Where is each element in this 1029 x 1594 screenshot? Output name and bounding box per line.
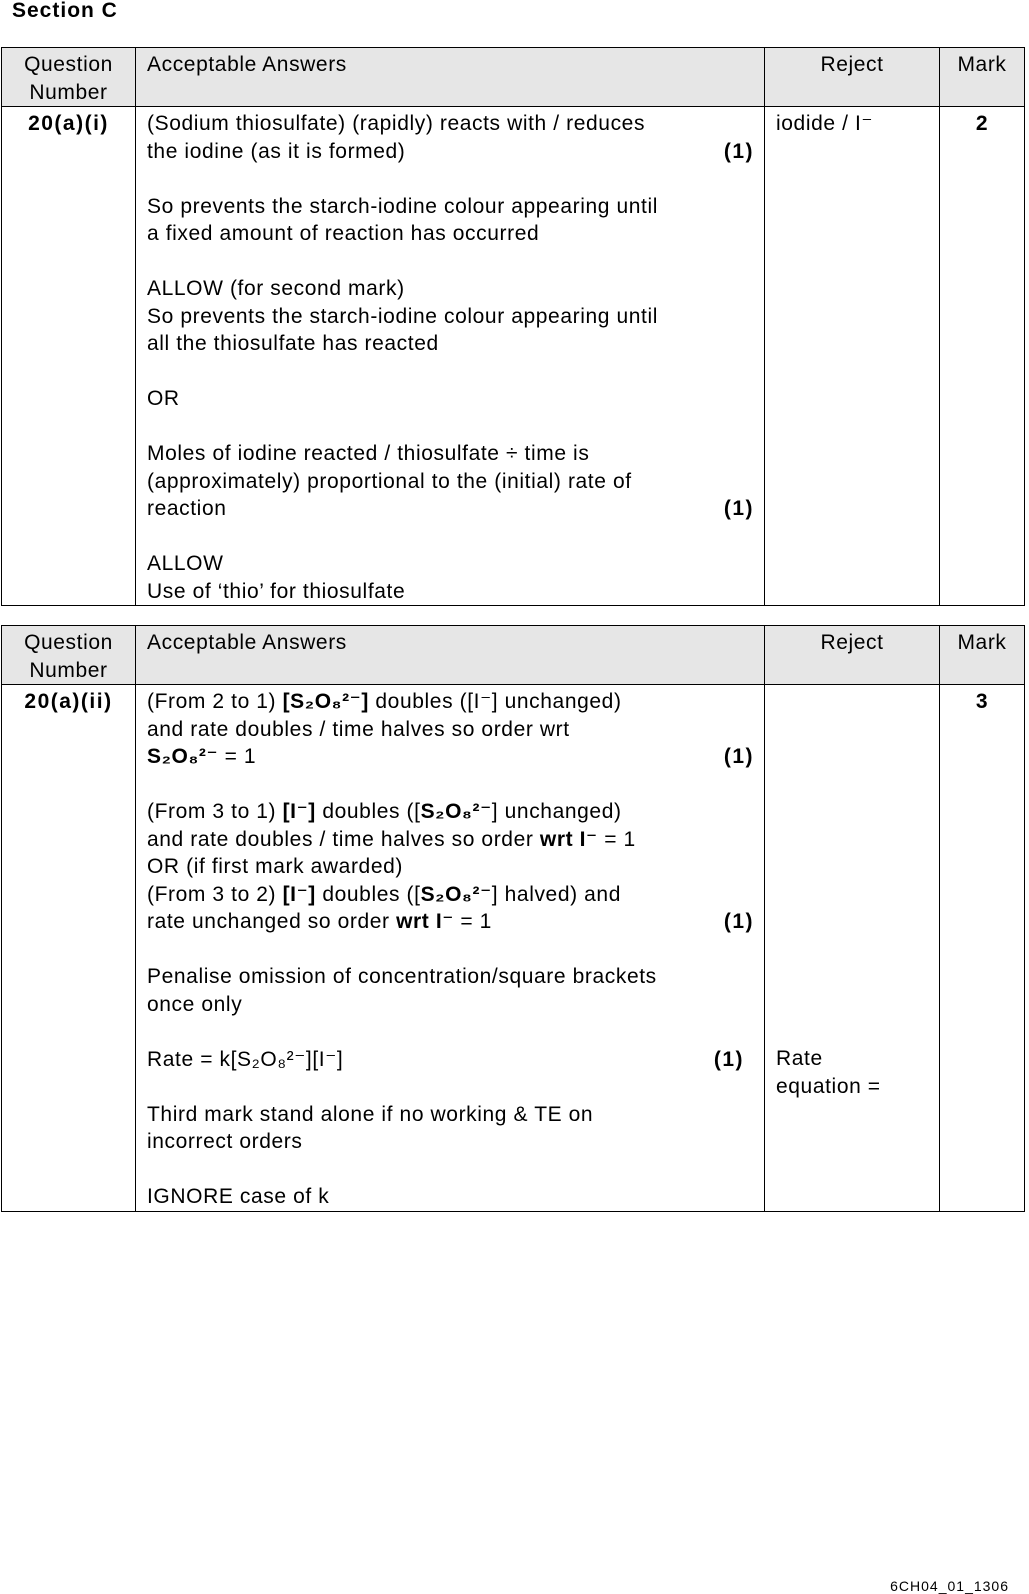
answer-line: (From 2 to 1) [S₂O₈²⁻] doubles ([I⁻] unchanged) — [147, 690, 622, 713]
answer-line: Use of ‘thio’ for thiosulfate — [147, 579, 406, 603]
answer-line: Third mark stand alone if no working & TE on — [147, 1102, 594, 1126]
question-number: 20(a)(ii) — [2, 685, 136, 1212]
mark-cell: 3 — [940, 685, 1025, 1212]
mark-allocation: (1) — [723, 745, 754, 768]
answer-line: incorrect orders — [147, 1130, 303, 1153]
answer-line: (1) reaction — [147, 495, 754, 523]
answer-line: (1) the iodine (as it is formed) — [147, 138, 754, 166]
answer-line: (From 3 to 2) [I⁻] doubles ([S₂O₈²⁻] halved) and — [147, 882, 621, 906]
answer-line: Moles of iodine reacted / thiosulfate ÷ time is — [147, 442, 590, 465]
answer-line: once only — [147, 992, 243, 1016]
answer-line: and rate doubles / time halves so order wrt I⁻ = 1 — [147, 827, 636, 851]
answer-line: (From 3 to 1) [I⁻] doubles ([S₂O₈²⁻] unchanged) — [147, 800, 622, 823]
table-header-row — [2, 626, 1025, 685]
reject-cell: iodide / I⁻ — [765, 107, 940, 606]
header-reject: Reject — [765, 48, 940, 107]
answer-line: ALLOW (for second mark) — [147, 277, 405, 300]
section-title: Section C — [12, 0, 118, 22]
answer-line: and rate doubles / time halves so order wrt — [147, 717, 570, 741]
answer-line: So prevents the starch-iodine colour appearing until — [147, 304, 658, 328]
header-question-number: Question Number — [2, 626, 136, 685]
header-acceptable-answers: Acceptable Answers — [136, 626, 765, 685]
answer-line: OR — [147, 387, 180, 410]
header-question-number: Question Number — [2, 48, 136, 107]
answer-line: (approximately) proportional to the (initial) rate of — [147, 469, 632, 493]
mark-allocation: (1) — [723, 497, 754, 520]
table-header-row — [2, 48, 1025, 107]
answer-line: IGNORE case of k — [147, 1185, 330, 1208]
answer-line: (1) rate unchanged so order wrt I⁻ = 1 — [147, 908, 754, 936]
mark-allocation: (1) — [713, 1047, 744, 1071]
answer-line: Penalise omission of concentration/square brackets — [147, 965, 657, 988]
mark-scheme-table-1 — [1, 47, 1025, 606]
answer-line: all the thiosulfate has reacted — [147, 332, 439, 355]
reject-text: Rate equation = — [776, 1047, 881, 1098]
question-number: 20(a)(i) — [2, 107, 136, 606]
header-mark: Mark — [940, 48, 1025, 107]
answer-line: So prevents the starch-iodine colour appearing until — [147, 194, 658, 218]
header-acceptable-answers: Acceptable Answers — [136, 48, 765, 107]
page-footer-code: 6CH04_01_1306 — [890, 1578, 1009, 1594]
answer-line: ALLOW — [147, 552, 224, 575]
header-reject: Reject — [765, 626, 940, 685]
mark-scheme-table-2 — [1, 625, 1025, 1212]
mark-allocation: (1) — [723, 910, 754, 933]
answer-line: a fixed amount of reaction has occurred — [147, 222, 540, 245]
reject-cell — [765, 685, 940, 1212]
answer-line: (Sodium thiosulfate) (rapidly) reacts with / reduces — [147, 112, 646, 135]
acceptable-answers-cell — [136, 685, 765, 1212]
mark-cell: 2 — [940, 107, 1025, 606]
answer-row — [2, 107, 1025, 606]
header-mark: Mark — [940, 626, 1025, 685]
mark-allocation: (1) — [723, 139, 754, 163]
answer-row — [2, 685, 1025, 1212]
answer-line: (1) S₂O₈²⁻ = 1 — [147, 743, 754, 771]
answer-line: OR (if first mark awarded) — [147, 855, 403, 878]
answer-line: (1) Rate = k[S₂O₈²⁻][I⁻] — [147, 1046, 754, 1074]
acceptable-answers-cell — [136, 107, 765, 606]
